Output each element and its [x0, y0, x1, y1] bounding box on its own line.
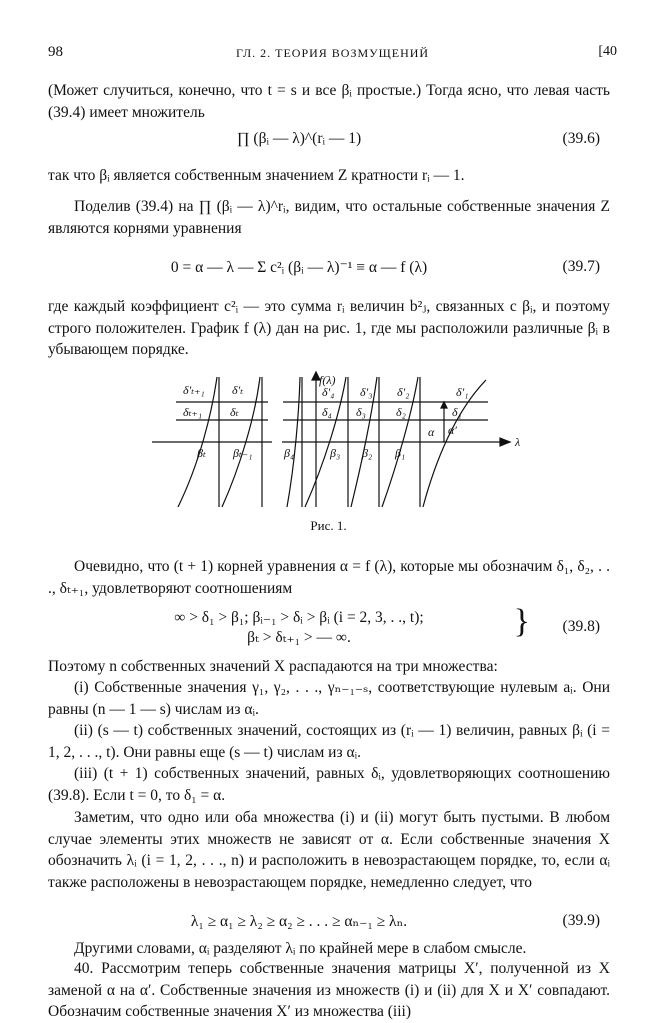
- section-marker: [40: [598, 44, 617, 59]
- paragraph-7: (i) Собственные значения γ₁, γ₂, . . ., γₙ₋₁₋ₛ, соответствующие нулевым aᵢ. Они равны (n — 1 — s) числам из αᵢ.: [48, 679, 610, 718]
- equation-39-7: [48, 250, 610, 290]
- equation-formula: ∏ (βᵢ — λ)^(rᵢ — 1): [236, 130, 362, 147]
- label-lambda: λ: [515, 435, 521, 449]
- brace: }: [513, 603, 530, 640]
- paragraph-12: 40. Рассмотрим теперь собственные значения матрицы X′, полученной из X заменой α на α′. Собственные значения из множеств (i) и (ii) для X и X′ совпадают. Обозначим собственные значения X′ из множества (iii): [48, 960, 610, 1020]
- label-delta-prime-t: δ′ₜ: [232, 383, 244, 397]
- paragraph-3: Поделив (39.4) на ∏ (βᵢ — λ)^rᵢ, видим, что остальные собственные значения Z являются корнями уравнения: [48, 198, 610, 237]
- label-alpha-prime: α′: [448, 423, 457, 437]
- right-panel: [282, 372, 510, 507]
- label-delta-prime-t1: δ′ₜ₊₁: [183, 383, 205, 397]
- page-number: 98: [48, 44, 63, 60]
- x-axis-arrow: [500, 438, 510, 446]
- label-beta-3: β₃: [330, 446, 341, 460]
- label-delta-prime-2: δ′₂: [397, 385, 410, 399]
- label-delta-1: δ₁: [452, 405, 462, 419]
- running-title: ГЛ. 2. ТЕОРИЯ ВОЗМУЩЕНИЙ: [235, 46, 430, 60]
- label-beta-1: β₁: [395, 446, 406, 460]
- equation-label: (39.7): [562, 258, 600, 275]
- paragraph-9: (iii) (t + 1) собственных значений, равных δᵢ, удовлетворяющих соотношению (39.8). Если t = 0, то δ₁ = α.: [48, 765, 610, 804]
- paragraph-10: Заметим, что одно или оба множества (i) и (ii) могут быть пустыми. В любом случае элементы этих множеств не зависят от α. Если собственные значения X обозначить λᵢ (i = 1, 2, . . ., n) и расположить в невозрастающем порядке, то, если αᵢ также расположены в невозрастающем порядке, немедленно следует, что: [48, 809, 610, 891]
- equation-label: (39.8): [562, 618, 600, 635]
- paragraph-1: (Может случиться, конечно, что t = s и все βᵢ простые.) Тогда ясно, что левая часть (39.4) имеет множитель: [48, 82, 610, 121]
- label-delta-4: δ₄: [322, 405, 332, 419]
- label-f-lambda: f(λ): [319, 373, 336, 387]
- label-alpha: α: [428, 425, 435, 439]
- figure-caption: Рис. 1.: [310, 518, 347, 533]
- equation-line-1: ∞ > δ₁ > β₁; βᵢ₋₁ > δᵢ > βᵢ (i = 2, 3, . ., t);: [174, 609, 424, 626]
- page-header: [48, 44, 617, 66]
- equation-39-6: [48, 122, 610, 162]
- label-beta-4: β₄: [284, 446, 295, 460]
- equation-formula: 0 = α — λ — Σ c²ᵢ (βᵢ — λ)⁻¹ ≡ α — f (λ): [170, 259, 428, 276]
- paragraph-11: Другими словами, αᵢ разделяют λᵢ по крайней мере в слабом смысле.: [74, 940, 527, 957]
- label-beta-2: β₂: [362, 446, 373, 460]
- equation-label: (39.6): [562, 130, 600, 147]
- left-panel: [152, 377, 272, 507]
- equation-line-2: βₜ > δₜ₊₁ > — ∞.: [247, 629, 351, 646]
- alpha-prime-arrow: [441, 402, 447, 408]
- paragraph-5: Очевидно, что (t + 1) корней уравнения α = f (λ), которые мы обозначим δ₁, δ₂, . . ., δₜ₊₁, удовлетворяют соотношениям: [48, 558, 610, 597]
- label-beta-t-1: βₜ₋₁: [233, 446, 253, 460]
- paragraph-2: так что βᵢ является собственным значением Z кратности rᵢ — 1.: [48, 167, 465, 184]
- label-delta-t: δₜ: [230, 405, 239, 419]
- label-delta-prime-1: δ′₁: [456, 385, 469, 399]
- label-delta-2: δ₂: [396, 405, 406, 419]
- equation-formula: λ₁ ≥ α₁ ≥ λ₂ ≥ α₂ ≥ . . . ≥ αₙ₋₁ ≥ λₙ.: [190, 913, 408, 930]
- paragraph-8: (ii) (s — t) собственных значений, состоящих из (rᵢ — 1) величин, равных βᵢ (i = 1, 2, . . ., t). Они равны еще (s — t) числам из αᵢ.: [48, 722, 610, 761]
- equation-39-8: [48, 602, 610, 650]
- figure-1: [0, 372, 657, 512]
- label-delta-prime-4: δ′₄: [322, 385, 335, 399]
- label-beta-t: βₜ: [197, 446, 206, 460]
- curve-branch: [423, 380, 486, 507]
- paragraph-6: Поэтому n собственных значений X распадаются на три множества:: [48, 658, 498, 675]
- equation-label: (39.9): [562, 912, 600, 929]
- label-delta-prime-3: δ′₃: [360, 385, 373, 399]
- label-delta-t1: δₜ₊₁: [183, 405, 203, 419]
- paragraph-4: где каждый коэффициент c²ᵢ — это сумма rᵢ величин b²ⱼ, связанных с βᵢ, и поэтому строго положителен. График f (λ) дан на рис. 1, где мы расположили различные βᵢ в убывающем порядке.: [48, 298, 610, 358]
- label-delta-3: δ₃: [356, 405, 366, 419]
